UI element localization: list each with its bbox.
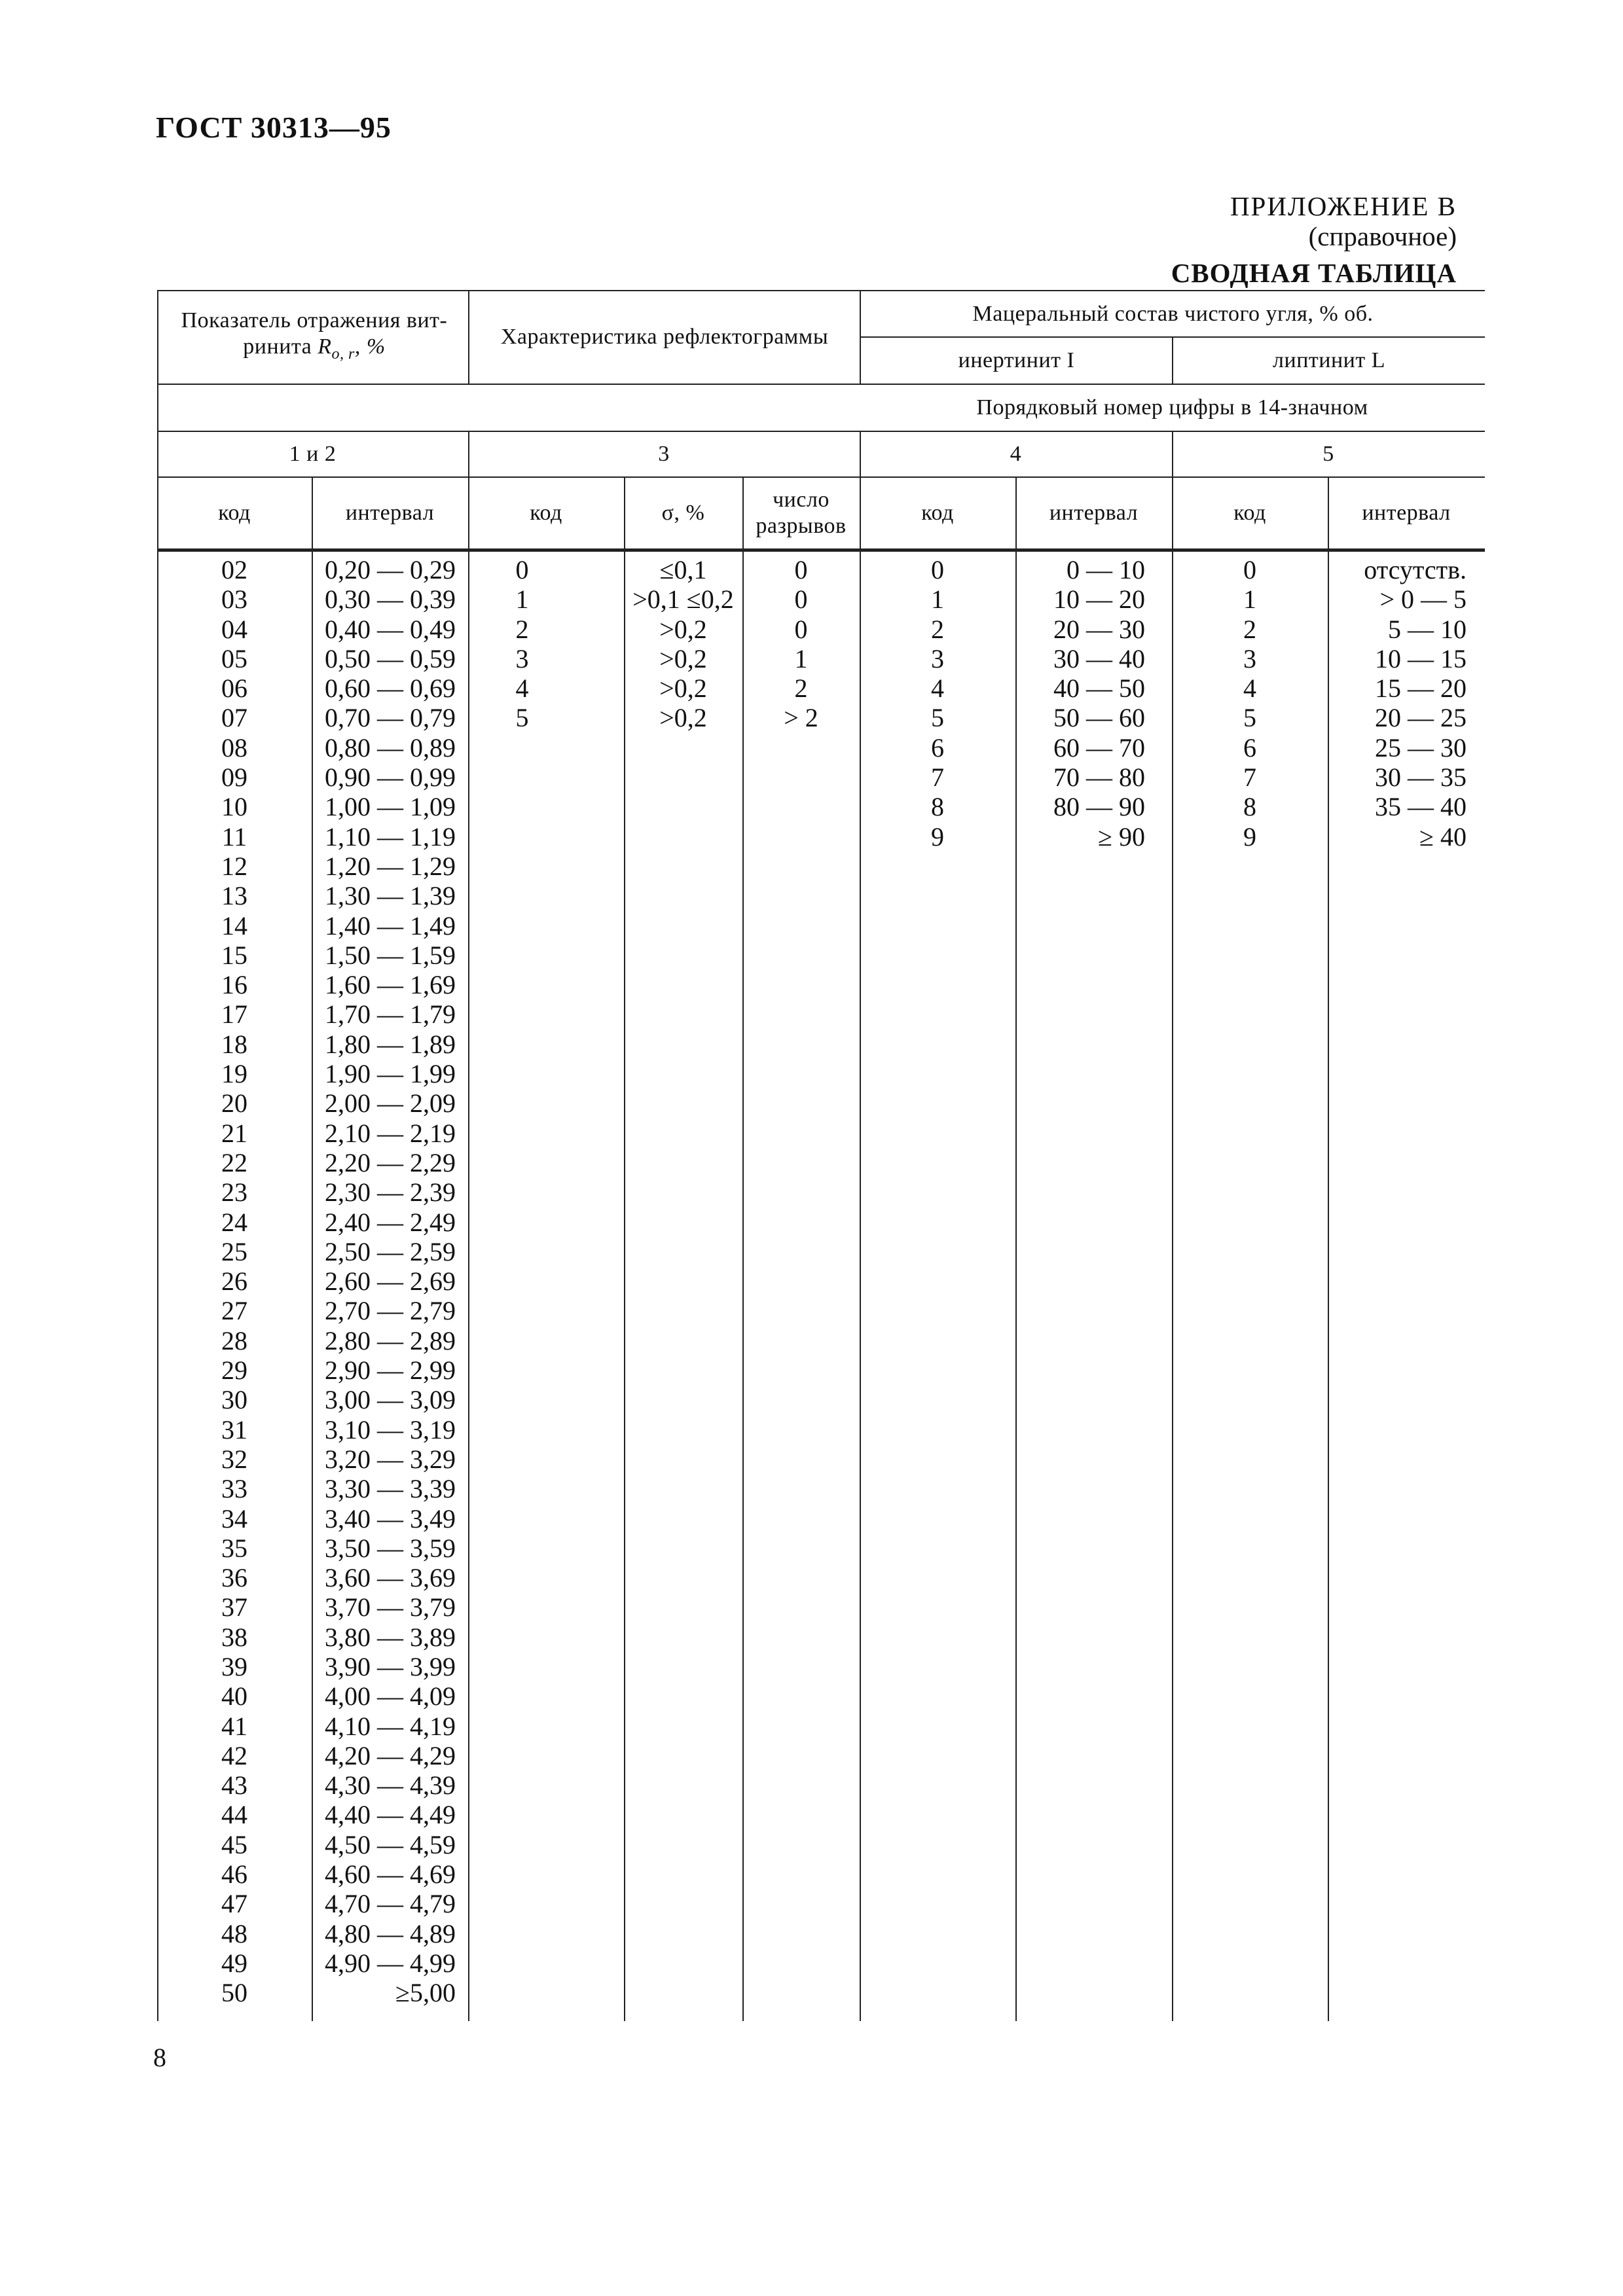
header-reflectance-text: Показатель отражения вит-ринита [181, 308, 448, 359]
position-1-2-text: 1 и 2 [289, 442, 337, 466]
subheader-sigma-text: σ, % [661, 501, 705, 525]
reflectance-symbol: R [318, 334, 332, 359]
subheader-interval-4 [1328, 478, 1485, 548]
document-code: ГОСТ 30313—95 [156, 111, 392, 144]
subheader-code-4-text: код [1233, 501, 1266, 525]
subheader-breaks-text: число разрывов [756, 488, 847, 538]
header-liptinite-text: липтинит L [1273, 348, 1385, 372]
position-3-text: 3 [658, 442, 670, 466]
page-number: 8 [153, 2043, 166, 2072]
table-title: СВОДНАЯ ТАБЛИЦА [1171, 258, 1457, 288]
subheader-interval-1 [312, 478, 468, 548]
subheader-interval-1-text: интервал [345, 501, 435, 525]
position-1-2 [157, 432, 468, 476]
subheader-code-1 [157, 478, 312, 548]
subheader-code-2-text: код [530, 501, 562, 525]
subheader-code-3-text: код [921, 501, 954, 525]
reflectance-code-column: 02 03 04 05 06 07 08 09 10 11 12 13 14 15 16 17 18 19 20 21 22 23 24 25 26 27 28 29 30 31 32 33 34 35 36 37 38 39 40 41 42 43 44 45 46 47 48 49 50 [221, 555, 247, 2008]
position-5-text: 5 [1322, 442, 1334, 466]
subheader-code-2 [468, 478, 624, 548]
liptinite-code-column: 0 1 2 3 4 5 6 7 8 9 [1243, 555, 1256, 852]
header-reflectogram [498, 295, 831, 380]
subheader-code-4 [1172, 478, 1328, 548]
reflectogram-code-column: 0 1 2 3 4 5 [515, 555, 529, 733]
breaks-column: 0 0 0 1 2 > 2 [784, 555, 818, 733]
header-maceral [861, 292, 1485, 336]
subheader-interval-4-text: интервал [1362, 501, 1451, 525]
header-reflectance [164, 295, 465, 380]
reflectance-interval-column: 0,20 — 0,29 0,30 — 0,39 0,40 — 0,49 0,50 — 0,59 0,60 — 0,69 0,70 — 0,79 0,80 — 0,89 0,90 — 0,99 1,00 — 1,09 1,10 — 1,19 1,20 — 1,29 1,30 — 1,39 1,40 — 1,49 1,50 — 1,59 1,60 — 1,69 1,70 — 1,79 1,80 — 1,89 1,90 — 1,99 2,00 — 2,09 2,10 — 2,19 2,20 — 2,29 2,30 — 2,39 2,40 — 2,49 2,50 — 2,59 2,60 — 2,69 2,70 — 2,79 2,80 — 2,89 2,90 — 2,99 3,00 — 3,09 3,10 — 3,19 3,20 — 3,29 3,30 — 3,39 3,40 — 3,49 3,50 — 3,59 3,60 — 3,69 3,70 — 3,79 3,80 — 3,89 3,90 — 3,99 4,00 — 4,09 4,10 — 4,19 4,20 — 4,29 4,30 — 4,39 4,40 — 4,49 4,50 — 4,59 4,60 — 4,69 4,70 — 4,79 4,80 — 4,89 4,90 — 4,99 ≥5,00 [325, 555, 456, 2008]
header-inertinite [861, 338, 1172, 384]
rule-after-reflectance [468, 290, 469, 384]
header-body-rule [157, 548, 1485, 552]
subheader-code-1-text: код [218, 501, 251, 525]
table-top-rule [157, 290, 1485, 291]
subheader-sigma [624, 478, 742, 548]
appendix-type: (справочное) [1308, 221, 1457, 251]
position-4-text: 4 [1010, 442, 1022, 466]
header-maceral-text: Мацеральный состав чистого угля, % об. [972, 302, 1374, 326]
header-digit-position-text: Порядковый номер цифры в 14-значном [976, 395, 1368, 420]
position-4 [860, 432, 1172, 476]
reflectance-unit: , % [354, 334, 386, 359]
liptinite-interval-column: отсутств. > 0 — 5 5 — 10 10 — 15 15 — 20 20 — 25 25 — 30 30 — 35 35 — 40 ≥ 40 [1364, 555, 1467, 852]
appendix-label: ПРИЛОЖЕНИЕ В [1230, 191, 1457, 221]
inertinite-interval-column: 0 — 10 10 — 20 20 — 30 30 — 40 40 — 50 50 — 60 60 — 70 70 — 80 80 — 90 ≥ 90 [1053, 555, 1145, 852]
header-digit-position [860, 385, 1485, 431]
summary-table [157, 0, 1485, 2296]
header-inertinite-text: инертинит I [958, 348, 1075, 372]
subheader-interval-3 [1015, 478, 1172, 548]
subheader-breaks [742, 478, 860, 548]
subheader-interval-3-text: интервал [1049, 501, 1139, 525]
position-5 [1172, 432, 1485, 476]
header-reflectogram-text: Характеристика рефлектограммы [500, 325, 829, 349]
reflectance-subscript: o, r [331, 345, 355, 363]
sigma-column: ≤0,1 >0,1 ≤0,2 >0,2 >0,2 >0,2 >0,2 [632, 555, 734, 733]
position-3 [468, 432, 860, 476]
subheader-code-3 [860, 478, 1015, 548]
header-liptinite [1173, 338, 1485, 384]
inertinite-code-column: 0 1 2 3 4 5 6 7 8 9 [931, 555, 944, 852]
